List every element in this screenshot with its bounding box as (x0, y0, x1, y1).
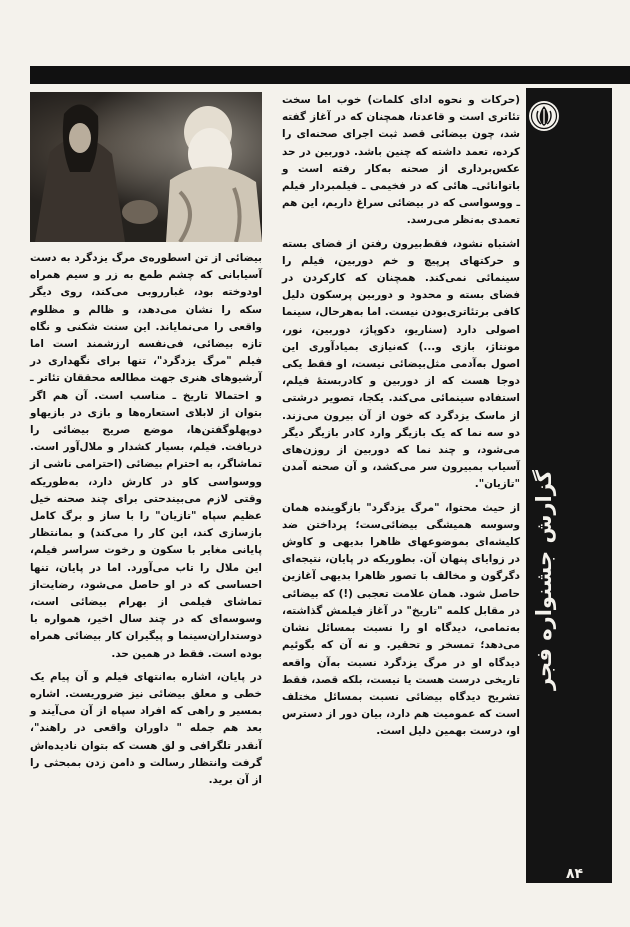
left-paragraph: در پایان، اشاره به‌انتهای فیلم و آن پیام یک خطی و معلق بیضائی نیز ضروریست. اشاره بمسیر و راهی که افراد سپاه از آن می‌آیند و بعد هم جمله " داوران واقعی در راهند"، آنقدر تلگرافی و لق هست که بتوان نادیده‌اش گرفت وانتظار رسالت و دامن زدن بمبحثی را از آن برید. (30, 670, 262, 787)
sidebar-section-title (529, 300, 559, 860)
top-rule-bar (30, 66, 630, 84)
right-paragraph: اشتباه نشود، فقط‌بیرون رفتن از فضای بسته و حرکتهای پرپیچ و خم دوربین، فیلم را سینمائی نمی‌کند. همچنان که کارکردن در فضای بسته و محدود و دوربین پرسکون دلیل کافی برتئاتری‌بودن نیست. اما به‌هرحال، سینما اصولی دارد (سناریو، دکوپاژ، دوربین، نور، مونتاژ، بازی و...) که‌نیازی بمیادآوری این اصول به‌آدمی مثل‌بیضائی نیست، او فقط یکی دوجا هست که از دوربین و کادربستهٔ فیلم، استفاده سینمائی می‌کند. یکجا، تصویر درشتی از ماسک یزدگرد که خون از آن بیرون می‌زند. دو سه نما که یک بازیگر وارد کادر بازیگر دیگر می‌شود، و چند نما که دوربین از روزن‌های آسیاب بمبیرون سر می‌کشد، و آن صحنه آمدن "تازیان". (282, 237, 520, 491)
film-still-photo (30, 92, 262, 242)
left-paragraph: بیضائی از تن اسطوره‌ی مرگ یزدگرد به دست آسیابانی که چشم طمع به زر و سیم همراه اودوخته بود، غبارروبی می‌کند، روی دیگر سکه را نشان می‌دهد، و ظالم و مظلوم واقعی را می‌نمایاند. این سنت شکنی و نگاه تازه بیضائی، فی‌نفسه ارزشمند است اما فیلم "مرگ یزدگرد"، تنها برای نگهداری در آرشیوهای هنری جهت مطالعه محققان تئاتر ـ و احتمالا تاریخ ـ مناسب است. آن هم اگر بتوان از لابلای استعاره‌ها و بازی در بازیهاو دوپهلوگفتن‌ها، موضع صریح بیضائی را دریافت. فیلم، بسیار کشدار و ملال‌آور است. تماشاگر، به احترام بیضائی (احترامی ناشی از ووسواسی کاو در کارش دارد، به‌طوریکه وقتی لازم می‌بیندحتی برای چند صحنه خیل عظیم سپاه "تازیان" را با ساز و برگ کامل بازسازی کند، این کار را می‌کند) و بمانتظار پایانی مغایر با سکون و رخوت سراسر فیلم، این ملال را تاب می‌آورد. اما در پایان، تنها احساسی که در او حاصل می‌شود، رضایت‌از تماشای فیلمی از بهرام بیضائی است، وسوسه‌ای که در چند سال اخیر، همواره با دوستداران‌سینما و پیگیران کار بیضائی همراه بوده است. فقط در همین حد. (30, 252, 262, 660)
national-emblem-icon (528, 100, 560, 132)
right-paragraph: (حرکات و نحوه ادای کلمات) خوب اما سخت تئاتری است و قاعدتا، همچنان که در آغاز گفته شد، چون بیضائی قصد ثبت اجرای صحنه‌ای را کرده، تعمد داشته که چنین باشد. دوربین در حد عکس‌برداری از صحنه به‌کار رفته است و باتوانائی‌ـ هائی که در فخیمی ـ فیلمبردار فیلم ـ ووسواسی که در بیضائی سراغ داریم، این هم تعمدی به‌نظر می‌رسد. (282, 94, 520, 227)
left-text-column (30, 250, 262, 795)
sidebar-title-text: گزارش جشنواره فجر (532, 469, 556, 691)
right-text-column (282, 92, 520, 747)
right-paragraph: از حیث محتوا، "مرگ یزدگرد" بازگوینده همان وسوسه همیشگی بیضائی‌ست؛ پرداختن ضد کلیشه‌ای بموضوعهای ظاهرا بدیهی و کاوش در زوایای پنهان آن. بطوریکه در پایان، نتیجه‌ای دگرگون و مخالف با تصور ظاهرا بدیهی آغازین حاصل شود. همان علامت تعجبی (!) که بیضائی در مقابل کلمه "تاریخ" در آغاز فیلمش گذاشته، به‌تمامی، دیدگاه او را نسبت بمسائل نشان می‌دهد؛ تمسخر و تحقیر. و نه آن که بگوئیم دیدگاه او در مرگ یزدگرد نسبت به‌آن واقعه تاریخی درست هست یا نیست، بلکه قصد، فقط تشریح دیدگاه بیضائی نسبت بمسائل مختلف است که عمومیت هم دارد، بیان دور از دسترس او، درست بهمین دلیل است. (282, 501, 520, 738)
page-number: ۸۴ (566, 866, 584, 882)
